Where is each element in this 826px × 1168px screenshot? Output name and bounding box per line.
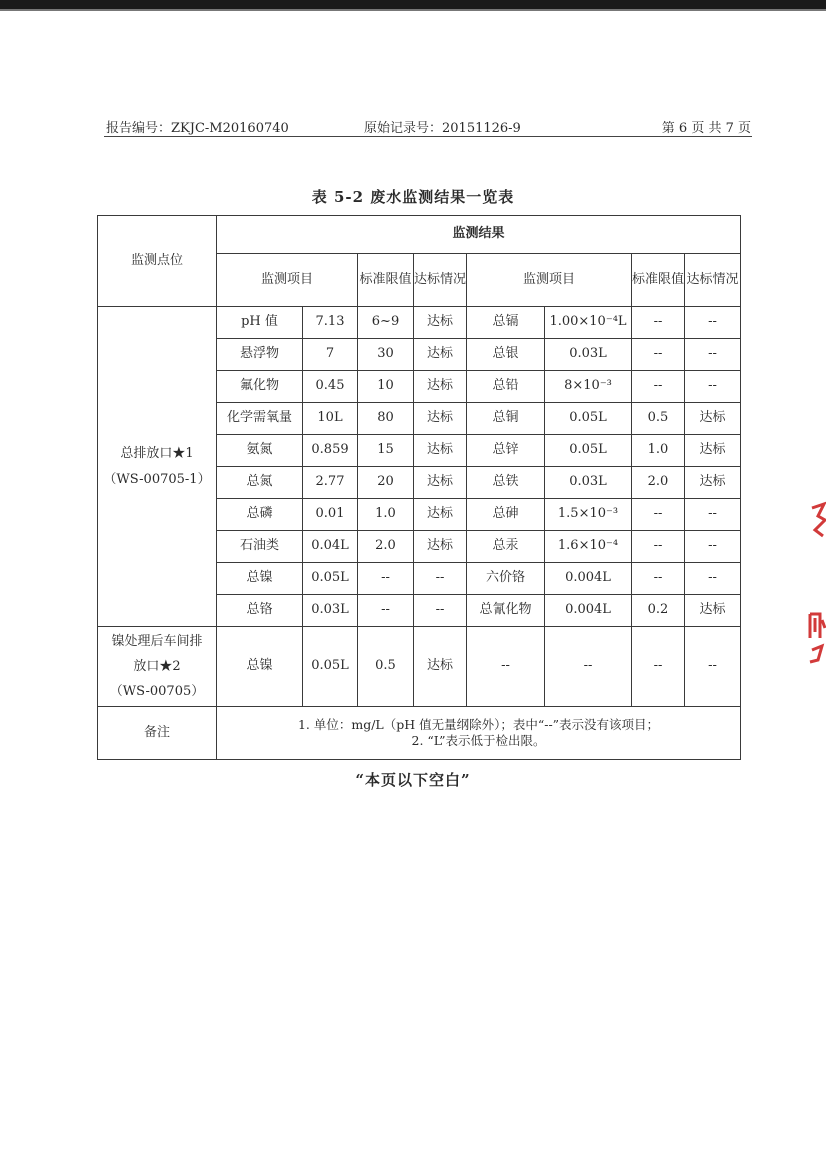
item-value: 0.859: [303, 435, 358, 467]
table-title: 表 5-2 废水监测结果一览表: [311, 188, 515, 206]
header-monitoring-item: 监测项目: [217, 254, 358, 307]
item-name: 总氮: [217, 467, 303, 499]
item-limit: --: [358, 595, 414, 627]
item-status-2: 达标: [685, 467, 741, 499]
item-limit-2: --: [632, 563, 685, 595]
item-limit-2: --: [632, 499, 685, 531]
item-name: 总镍: [217, 627, 303, 707]
item-value: 0.45: [303, 371, 358, 403]
red-seal-stamp-fragment: [806, 500, 826, 670]
table-row: [98, 307, 741, 339]
item-limit: 10: [358, 371, 414, 403]
item-name: 总镍: [217, 563, 303, 595]
remark-line: 2. “L”表示低于检出限。: [411, 733, 546, 748]
item-name-2: 总氰化物: [467, 595, 545, 627]
outlet-2-code: （WS-00705）: [109, 684, 205, 699]
blank-below-note: “本页以下空白”: [355, 771, 471, 789]
item-status-2: --: [685, 339, 741, 371]
remarks-row: [98, 707, 741, 760]
item-limit-2: 0.2: [632, 595, 685, 627]
item-limit-2: --: [632, 627, 685, 707]
header-standard-limit-2: 标准限值: [632, 254, 685, 307]
item-value-2: 1.6×10⁻⁴: [545, 531, 632, 563]
item-status: --: [414, 563, 467, 595]
header-divider: [104, 136, 752, 137]
item-limit: 2.0: [358, 531, 414, 563]
table-row: [98, 627, 741, 707]
item-value: 0.03L: [303, 595, 358, 627]
item-name: 化学需氧量: [217, 403, 303, 435]
item-status: --: [414, 595, 467, 627]
item-limit: 1.0: [358, 499, 414, 531]
page-header: [106, 117, 751, 137]
item-limit: 80: [358, 403, 414, 435]
item-status: 达标: [414, 403, 467, 435]
item-value-2: 0.03L: [545, 339, 632, 371]
header-monitoring-results: 监测结果: [217, 216, 741, 254]
item-name-2: 总锌: [467, 435, 545, 467]
header-monitoring-point: 监测点位: [98, 216, 217, 307]
outlet-2-name-line2: 放口★2: [133, 659, 181, 674]
remarks-label: 备注: [98, 707, 217, 760]
item-limit: 30: [358, 339, 414, 371]
item-status: 达标: [414, 627, 467, 707]
item-status-2: --: [685, 371, 741, 403]
item-value-2: --: [545, 627, 632, 707]
item-value: 2.77: [303, 467, 358, 499]
item-value: 7.13: [303, 307, 358, 339]
item-limit-2: --: [632, 371, 685, 403]
item-name: pH 值: [217, 307, 303, 339]
monitoring-point-outlet-2: [98, 627, 217, 707]
item-status: 达标: [414, 467, 467, 499]
item-limit: 20: [358, 467, 414, 499]
item-value: 7: [303, 339, 358, 371]
item-value-2: 0.004L: [545, 595, 632, 627]
item-name: 总磷: [217, 499, 303, 531]
item-value-2: 0.004L: [545, 563, 632, 595]
item-limit: --: [358, 563, 414, 595]
item-status-2: --: [685, 531, 741, 563]
item-status: 达标: [414, 371, 467, 403]
item-name-2: 总银: [467, 339, 545, 371]
item-value: 0.01: [303, 499, 358, 531]
item-limit-2: --: [632, 307, 685, 339]
remark-line: 1. 单位：mg/L（pH 值无量纲除外）；表中“--”表示没有该项目；: [297, 716, 660, 732]
item-name-2: 总铅: [467, 371, 545, 403]
item-value: 0.05L: [303, 627, 358, 707]
item-limit-2: --: [632, 531, 685, 563]
item-status: 达标: [414, 435, 467, 467]
outlet-1-name: 总排放口★1: [120, 445, 194, 461]
item-limit-2: 1.0: [632, 435, 685, 467]
item-status-2: --: [685, 563, 741, 595]
item-status-2: --: [685, 307, 741, 339]
header-monitoring-item-2: 监测项目: [467, 254, 632, 307]
item-name-2: 总汞: [467, 531, 545, 563]
item-value-2: 1.00×10⁻⁴L: [545, 307, 632, 339]
item-name: 氟化物: [217, 371, 303, 403]
item-value: 0.05L: [303, 563, 358, 595]
item-limit: 6~9: [358, 307, 414, 339]
item-limit-2: 0.5: [632, 403, 685, 435]
item-limit-2: 2.0: [632, 467, 685, 499]
item-status: 达标: [414, 499, 467, 531]
outlet-2-name-line1: 镍处理后车间排: [111, 634, 203, 649]
item-limit: 0.5: [358, 627, 414, 707]
report-number: 报告编号：ZKJC-M20160740: [106, 121, 289, 136]
item-name: 石油类: [217, 531, 303, 563]
item-name: 氨氮: [217, 435, 303, 467]
scan-top-edge-shadow: [0, 9, 826, 11]
item-value-2: 1.5×10⁻³: [545, 499, 632, 531]
item-status-2: --: [685, 627, 741, 707]
header-compliance: 达标情况: [414, 254, 467, 307]
item-name: 总铬: [217, 595, 303, 627]
header-standard-limit: 标准限值: [358, 254, 414, 307]
original-record-number: 原始记录号：20151126-9: [364, 121, 521, 136]
item-name-2: --: [467, 627, 545, 707]
item-status: 达标: [414, 531, 467, 563]
item-value: 0.04L: [303, 531, 358, 563]
header-compliance-2: 达标情况: [685, 254, 741, 307]
item-value: 10L: [303, 403, 358, 435]
item-name-2: 总铁: [467, 467, 545, 499]
page-number: 第 6 页 共 7 页: [661, 121, 751, 136]
item-value-2: 8×10⁻³: [545, 371, 632, 403]
item-value-2: 0.03L: [545, 467, 632, 499]
monitoring-point-outlet-1: [98, 307, 217, 627]
item-status-2: 达标: [685, 595, 741, 627]
item-status-2: 达标: [685, 435, 741, 467]
item-name-2: 总砷: [467, 499, 545, 531]
item-name-2: 六价铬: [467, 563, 545, 595]
item-name-2: 总镉: [467, 307, 545, 339]
item-status: 达标: [414, 339, 467, 371]
item-limit-2: --: [632, 339, 685, 371]
item-name: 悬浮物: [217, 339, 303, 371]
item-value-2: 0.05L: [545, 435, 632, 467]
item-status: 达标: [414, 307, 467, 339]
item-status-2: --: [685, 499, 741, 531]
item-limit: 15: [358, 435, 414, 467]
item-name-2: 总铜: [467, 403, 545, 435]
remarks-content: [217, 707, 741, 760]
scan-top-edge: [0, 0, 826, 9]
wastewater-results-table: [97, 215, 741, 760]
item-status-2: 达标: [685, 403, 741, 435]
outlet-1-code: （WS-00705-1）: [103, 471, 211, 487]
item-value-2: 0.05L: [545, 403, 632, 435]
